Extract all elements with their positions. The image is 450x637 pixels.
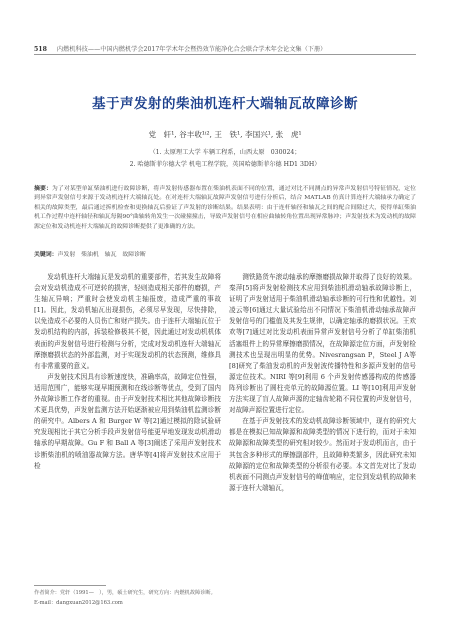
footnote [34, 589, 221, 608]
paper-title: 基于声发射的柴油机连杆大端轴瓦故障诊断 [92, 96, 358, 112]
running-title: 内燃机科技——中国内燃机学会2017年学术年会暨热效节能净化合会联合学术年会论文集（下册） [56, 46, 327, 53]
affiliation-1: （1. 太原理工大学 车辆工程系，山西太原 030024； [149, 149, 301, 156]
body-column-right [229, 272, 416, 494]
body-paragraph: 声发射技术因具有诊断速度快，准确率高，故障定位性强，适用范围广，能够实现早期预测和在线诊断等优点，受到了国内外故障诊断工作者的重视。由于声发射技术相比其他故障诊断技术更具优势，声发射监测方法开始逐渐被应用到柴油机监测诊断的研究中。Albers A 和 Burger W 等[2]通过模拟的除试验研究发现相比于其它分析手段声发射信号能更早地发现发动机滑动轴承的早期故障。Gu F 和 Ball A 等[3]阐述了采用声发射技术诊断柴油机的喷油器故障方法。唐华等[4]将声发射技术应用于检 [34, 372, 221, 470]
body-paragraph: 在基于声发射技术的发动机故障诊断领域中，现有的研究大都是在模拟已知故障源和故障类型的情况下进行的，而对于未知故障源和故障类型的研究相对较少。然而对于发动机而言，由于其包含多种形式的摩擦副部件，且故障种类繁多，因此研究未知故障源的定位和故障类型的分析很有必要。本文首先对比了发动机表面不同测点声发射信号的峰值响应，定位到发动机的故障来源于连杆大端轴瓦， [229, 417, 416, 492]
body-paragraph: 测铁路货车滚动轴承的摩擦磨损故障并取得了良好的效果。秦萍[5]将声发射检测技术应用到柴油机滑动轴承故障诊断上，证明了声发射适用于柴油机滑动轴承诊断的可行性和优越性。刘凌云等[6]通过大量试验给出不同情况下柴油机滑动轴承故障声发射信号的门槛值及其发生规律，以确定轴承的磨损状况。王欢欢等[7]通过对比发动机表面异常声发射信号分析了单缸柴油机活塞组件上的异常摩擦磨损情况，在故障源定位方面，声发射检测技术也呈现出明显的优势。Nivesrangsan P，Steel J A等[8]研究了柴油发动机的声发射波传播特性和多源声发射的信号源定位技术。NIRI 等[9]利用 6 个声发射传感器构成的传感器阵列诊断出了圆柱壳单元的故障源位置。LI 等[10]利用声发射方法实现了盲人故障声源的定轴齿轮箱不同位置的声发射信号，对故障声源位置进行定位。 [229, 273, 416, 415]
author-email: E-mail：dangxuan2012@163.com [34, 599, 123, 606]
header-divider [34, 54, 416, 55]
page-number: 518 [34, 46, 47, 53]
body-column-left [34, 272, 221, 472]
abstract [34, 184, 416, 232]
affiliation-2: 2. 哈德斯菲尔德大学 机电工程学院，英国哈德斯菲尔德 HD1 3DH） [129, 161, 321, 168]
body-paragraph: 发动机连杆大端轴瓦是发动机的重要部件，若其发生故障将会对发动机造成不可逆转的损害，轻则造成相关部件的磨损，产生轴瓦异响；严重时会使发动机主轴报废，造成严重的事故[1]。因此，发动机轴瓦出现损伤，必须尽早发现，尽快排除，以免造成不必要的人员伤亡和财产损失。由于连杆大端轴瓦位于发动机结构的内部，拆装检修极其不便，因此通过对发动机机体表面的声发射信号进行检测与分析，完成对发动机连杆大端轴瓦摩擦磨损状态的外部监测，对于实现发动机的状态预测，维修具有非常重要的意义。 [34, 273, 221, 370]
abstract-label: 摘要： [34, 185, 52, 192]
keywords [34, 249, 416, 258]
author-bio: 作者简介：党轩（1991— ），男，硕士研究生，研究方向：内燃机故障诊断。 [34, 590, 216, 596]
author-list: 党 轩¹, 谷丰收¹ⁱ², 王 铁¹, 李国兴¹, 张 虎¹ [148, 130, 302, 139]
keywords-text: 声发射 柴油机 轴瓦 故障诊断 [57, 252, 146, 258]
abstract-text: 为了对某型单缸柴油机进行故障诊断，将声发射传感器布置在柴油机表面不同的位置，通过对比不同测点的异常声发射信号特征情况，定位到异常声发射信号来源于发动机连杆大端轴瓦处。在对连杆大端轴瓦故障声发射信号进行分析后，结合 MATLAB 仿真计算连杆大端轴承力确定了相关的故障类型，最后通过拆机检查和更换轴瓦后验证了声发射的诊断结果。结果表明：由于连杆轴径和轴瓦之间的配合间隙过大，使得单缸柴油机工作过程中连杆轴径和轴瓦每隔90°曲轴转角发生一次碰撞撞击，导致声发射信号在相应曲轴转角位置出现异常脉冲；声发射技术为发动机的故障源定位和发动机连杆大端轴瓦的故障诊断提供了更准确的方法。 [34, 186, 417, 230]
footnote-divider [34, 585, 106, 586]
running-header [34, 44, 416, 53]
keywords-label: 关键词： [34, 251, 58, 258]
